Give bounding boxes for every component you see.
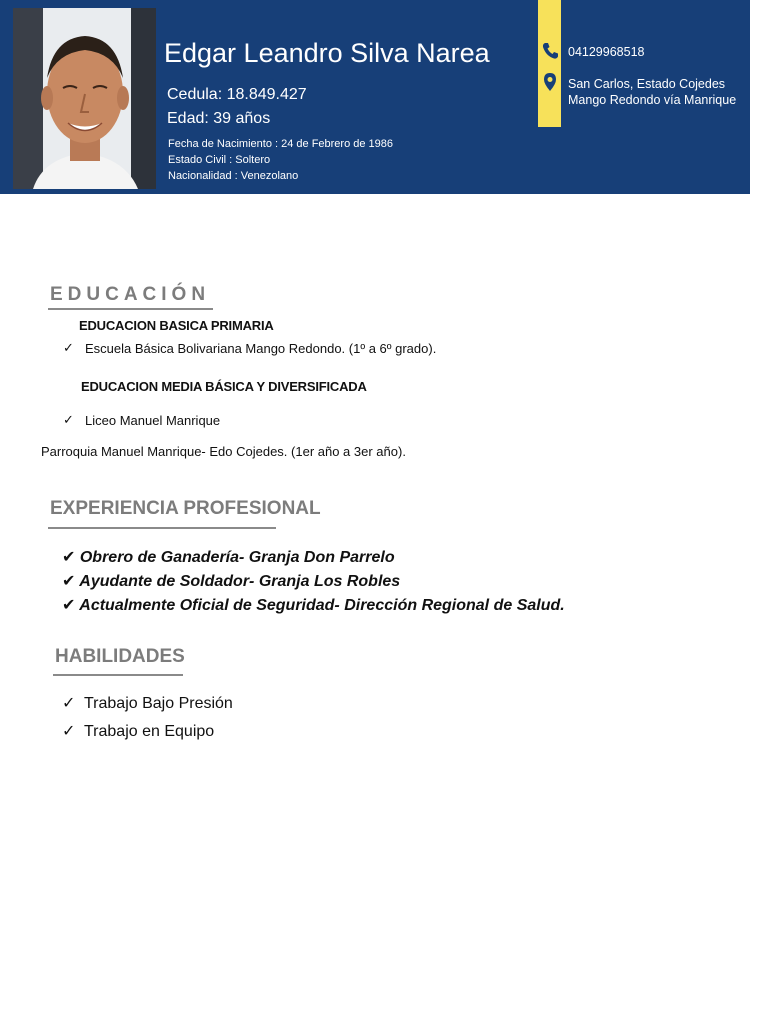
primary-item-text: Escuela Básica Bolivariana Mango Redondo. (1º a 6º grado). [85, 340, 437, 356]
header-banner [0, 0, 750, 194]
cedula: Cedula: 18.849.427 [167, 86, 307, 103]
nacionalidad: Nacionalidad : Venezolano [168, 170, 299, 182]
skill-item-2 [62, 721, 214, 741]
check-icon: ✓ [63, 412, 74, 427]
secondary-heading: EDUCACION MEDIA BÁSICA Y DIVERSIFICADA [81, 379, 367, 394]
accent-bar [538, 0, 561, 127]
skills-underline [53, 674, 183, 676]
check-icon: ✓ [63, 340, 74, 355]
check-icon: ✓ [62, 723, 76, 740]
experience-item-1: ✔ Obrero de Ganadería- Granja Don Parrelo [62, 549, 395, 566]
fecha-nacimiento: Fecha de Nacimiento : 24 de Febrero de 1986 [168, 138, 394, 150]
address-line-2: Mango Redondo vía Manrique [568, 93, 737, 107]
education-title: EDUCACIÓN [50, 284, 211, 305]
experience-item-2: ✔ Ayudante de Soldador- Granja Los Robles [62, 573, 401, 590]
phone-number: 04129968518 [568, 45, 645, 59]
experience-underline [48, 527, 276, 529]
full-name: Edgar Leandro Silva Narea [164, 38, 490, 68]
profile-photo-image [13, 8, 156, 189]
skill-text: Trabajo en Equipo [84, 723, 215, 740]
skill-item-1 [62, 693, 233, 713]
edad: Edad: 39 años [167, 110, 271, 127]
check-icon: ✓ [62, 695, 76, 712]
address-line-1: San Carlos, Estado Cojedes [568, 77, 726, 91]
secondary-item [63, 412, 220, 428]
skills-title: HABILIDADES [55, 646, 185, 667]
primary-item [63, 340, 436, 356]
experience-title: EXPERIENCIA PROFESIONAL [50, 498, 321, 519]
profile-photo [13, 8, 156, 189]
skill-text: Trabajo Bajo Presión [84, 695, 233, 712]
location-pin-icon [542, 73, 558, 91]
secondary-item-text: Liceo Manuel Manrique [85, 412, 221, 428]
secondary-detail: Parroquia Manuel Manrique- Edo Cojedes. (1er año a 3er año). [41, 444, 406, 459]
phone-icon [542, 42, 558, 60]
experience-item-3: ✔ Actualmente Oficial de Seguridad- Dirección Regional de Salud. [62, 597, 565, 614]
education-underline [48, 308, 213, 310]
primary-heading: EDUCACION BASICA PRIMARIA [79, 318, 274, 333]
estado-civil: Estado Civil : Soltero [168, 154, 271, 166]
